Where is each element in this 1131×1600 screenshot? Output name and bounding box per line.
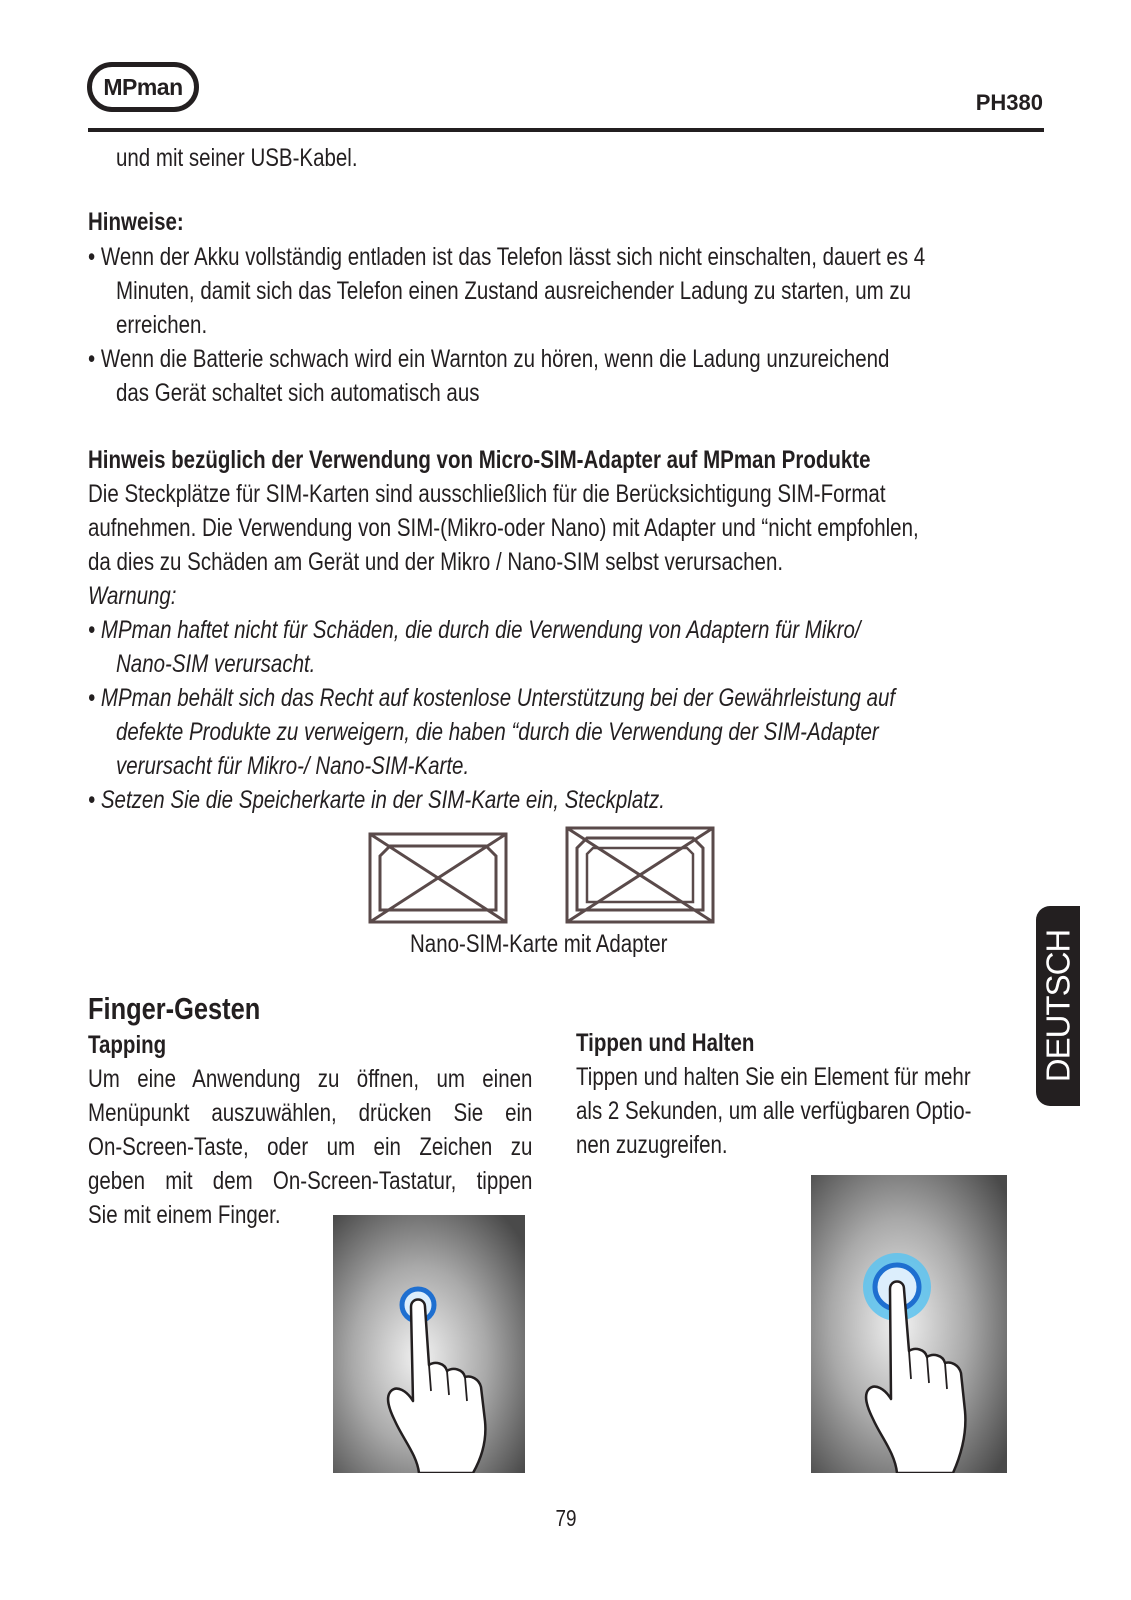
warning-label: Warnung:: [88, 582, 177, 610]
hinweise-bullet-2-line-2: das Gerät schaltet sich automatisch aus: [116, 379, 480, 407]
warning-3: • Setzen Sie die Speicherkarte in der SIM-Karte ein, Steckplatz.: [88, 786, 665, 814]
tapping-line-5: Sie mit einem Finger.: [88, 1201, 281, 1229]
hinweise-bullet-1-line-2: Minuten, damit sich das Telefon einen Zustand ausreichender Ladung zu starten, um zu: [116, 277, 912, 305]
tapping-line-2: Menüpunkt auszuwählen, drücken Sie ein: [88, 1099, 533, 1127]
tapping-line-1: Um eine Anwendung zu öffnen, um einen: [88, 1065, 533, 1093]
sim-notice-heading: Hinweis bezüglich der Verwendung von Micro-SIM-Adapter auf MPman Produkte: [88, 446, 871, 474]
brand-logo: [87, 62, 199, 112]
nano-sim-crossed-icon: [368, 832, 508, 924]
tap-gesture-illustration: [333, 1215, 525, 1473]
tap-and-hold-gesture-illustration: [811, 1175, 1007, 1473]
hold-line-1: Tippen und halten Sie ein Element für mehr: [576, 1063, 971, 1091]
page-number: 79: [555, 1505, 577, 1531]
language-side-tab: [1036, 906, 1080, 1106]
header-divider: [88, 128, 1044, 132]
micro-sim-crossed-icon: [565, 826, 715, 924]
warning-2-line-3: verursacht für Mikro-/ Nano-SIM-Karte.: [116, 752, 470, 780]
hold-heading: Tippen und Halten: [576, 1029, 755, 1057]
sim-notice-body-line-2: aufnehmen. Die Verwendung von SIM-(Mikro-oder Nano) mit Adapter und “nicht empfohlen,: [88, 514, 919, 542]
warning-2-line-1: • MPman behält sich das Recht auf kostenlose Unterstützung bei der Gewährleistung auf: [88, 684, 896, 712]
warning-1-line-1: • MPman haftet nicht für Schäden, die durch die Verwendung von Adaptern für Mikro/: [88, 616, 861, 644]
tapping-heading: Tapping: [88, 1031, 167, 1059]
intro-line: und mit seiner USB-Kabel.: [116, 144, 358, 172]
tapping-line-3: On-Screen-Taste, oder um ein Zeichen zu: [88, 1133, 533, 1161]
sim-notice-body-line-1: Die Steckplätze für SIM-Karten sind ausschließlich für die Berücksichtigung SIM-Format: [88, 480, 886, 508]
hinweise-heading: Hinweise:: [88, 208, 184, 236]
sim-figure-caption: Nano-SIM-Karte mit Adapter: [410, 930, 668, 958]
hold-line-3: nen zuzugreifen.: [576, 1131, 728, 1159]
sim-notice-body-line-3: da dies zu Schäden am Gerät und der Mikro / Nano-SIM selbst verursachen.: [88, 548, 784, 576]
gestures-heading: Finger-Gesten: [88, 991, 261, 1026]
warning-1-line-2: Nano-SIM verursacht.: [116, 650, 316, 678]
hinweise-bullet-1-line-1: • Wenn der Akku vollständig entladen ist das Telefon lässt sich nicht einschalten, dauert es 4: [88, 243, 926, 271]
warning-2-line-2: defekte Produkte zu verweigern, die haben “durch die Verwendung der SIM-Adapter: [116, 718, 879, 746]
logo-text: MPman: [103, 73, 183, 100]
hinweise-bullet-2-line-1: • Wenn die Batterie schwach wird ein Warnton zu hören, wenn die Ladung unzureichend: [88, 345, 890, 373]
hinweise-bullet-1-line-3: erreichen.: [116, 311, 208, 339]
tapping-line-4: geben mit dem On-Screen-Tastatur, tippen: [88, 1167, 533, 1195]
language-label: DEUTSCH: [1039, 929, 1077, 1083]
model-number: PH380: [975, 90, 1043, 115]
hold-line-2: als 2 Sekunden, um alle verfügbaren Optio-: [576, 1097, 972, 1125]
